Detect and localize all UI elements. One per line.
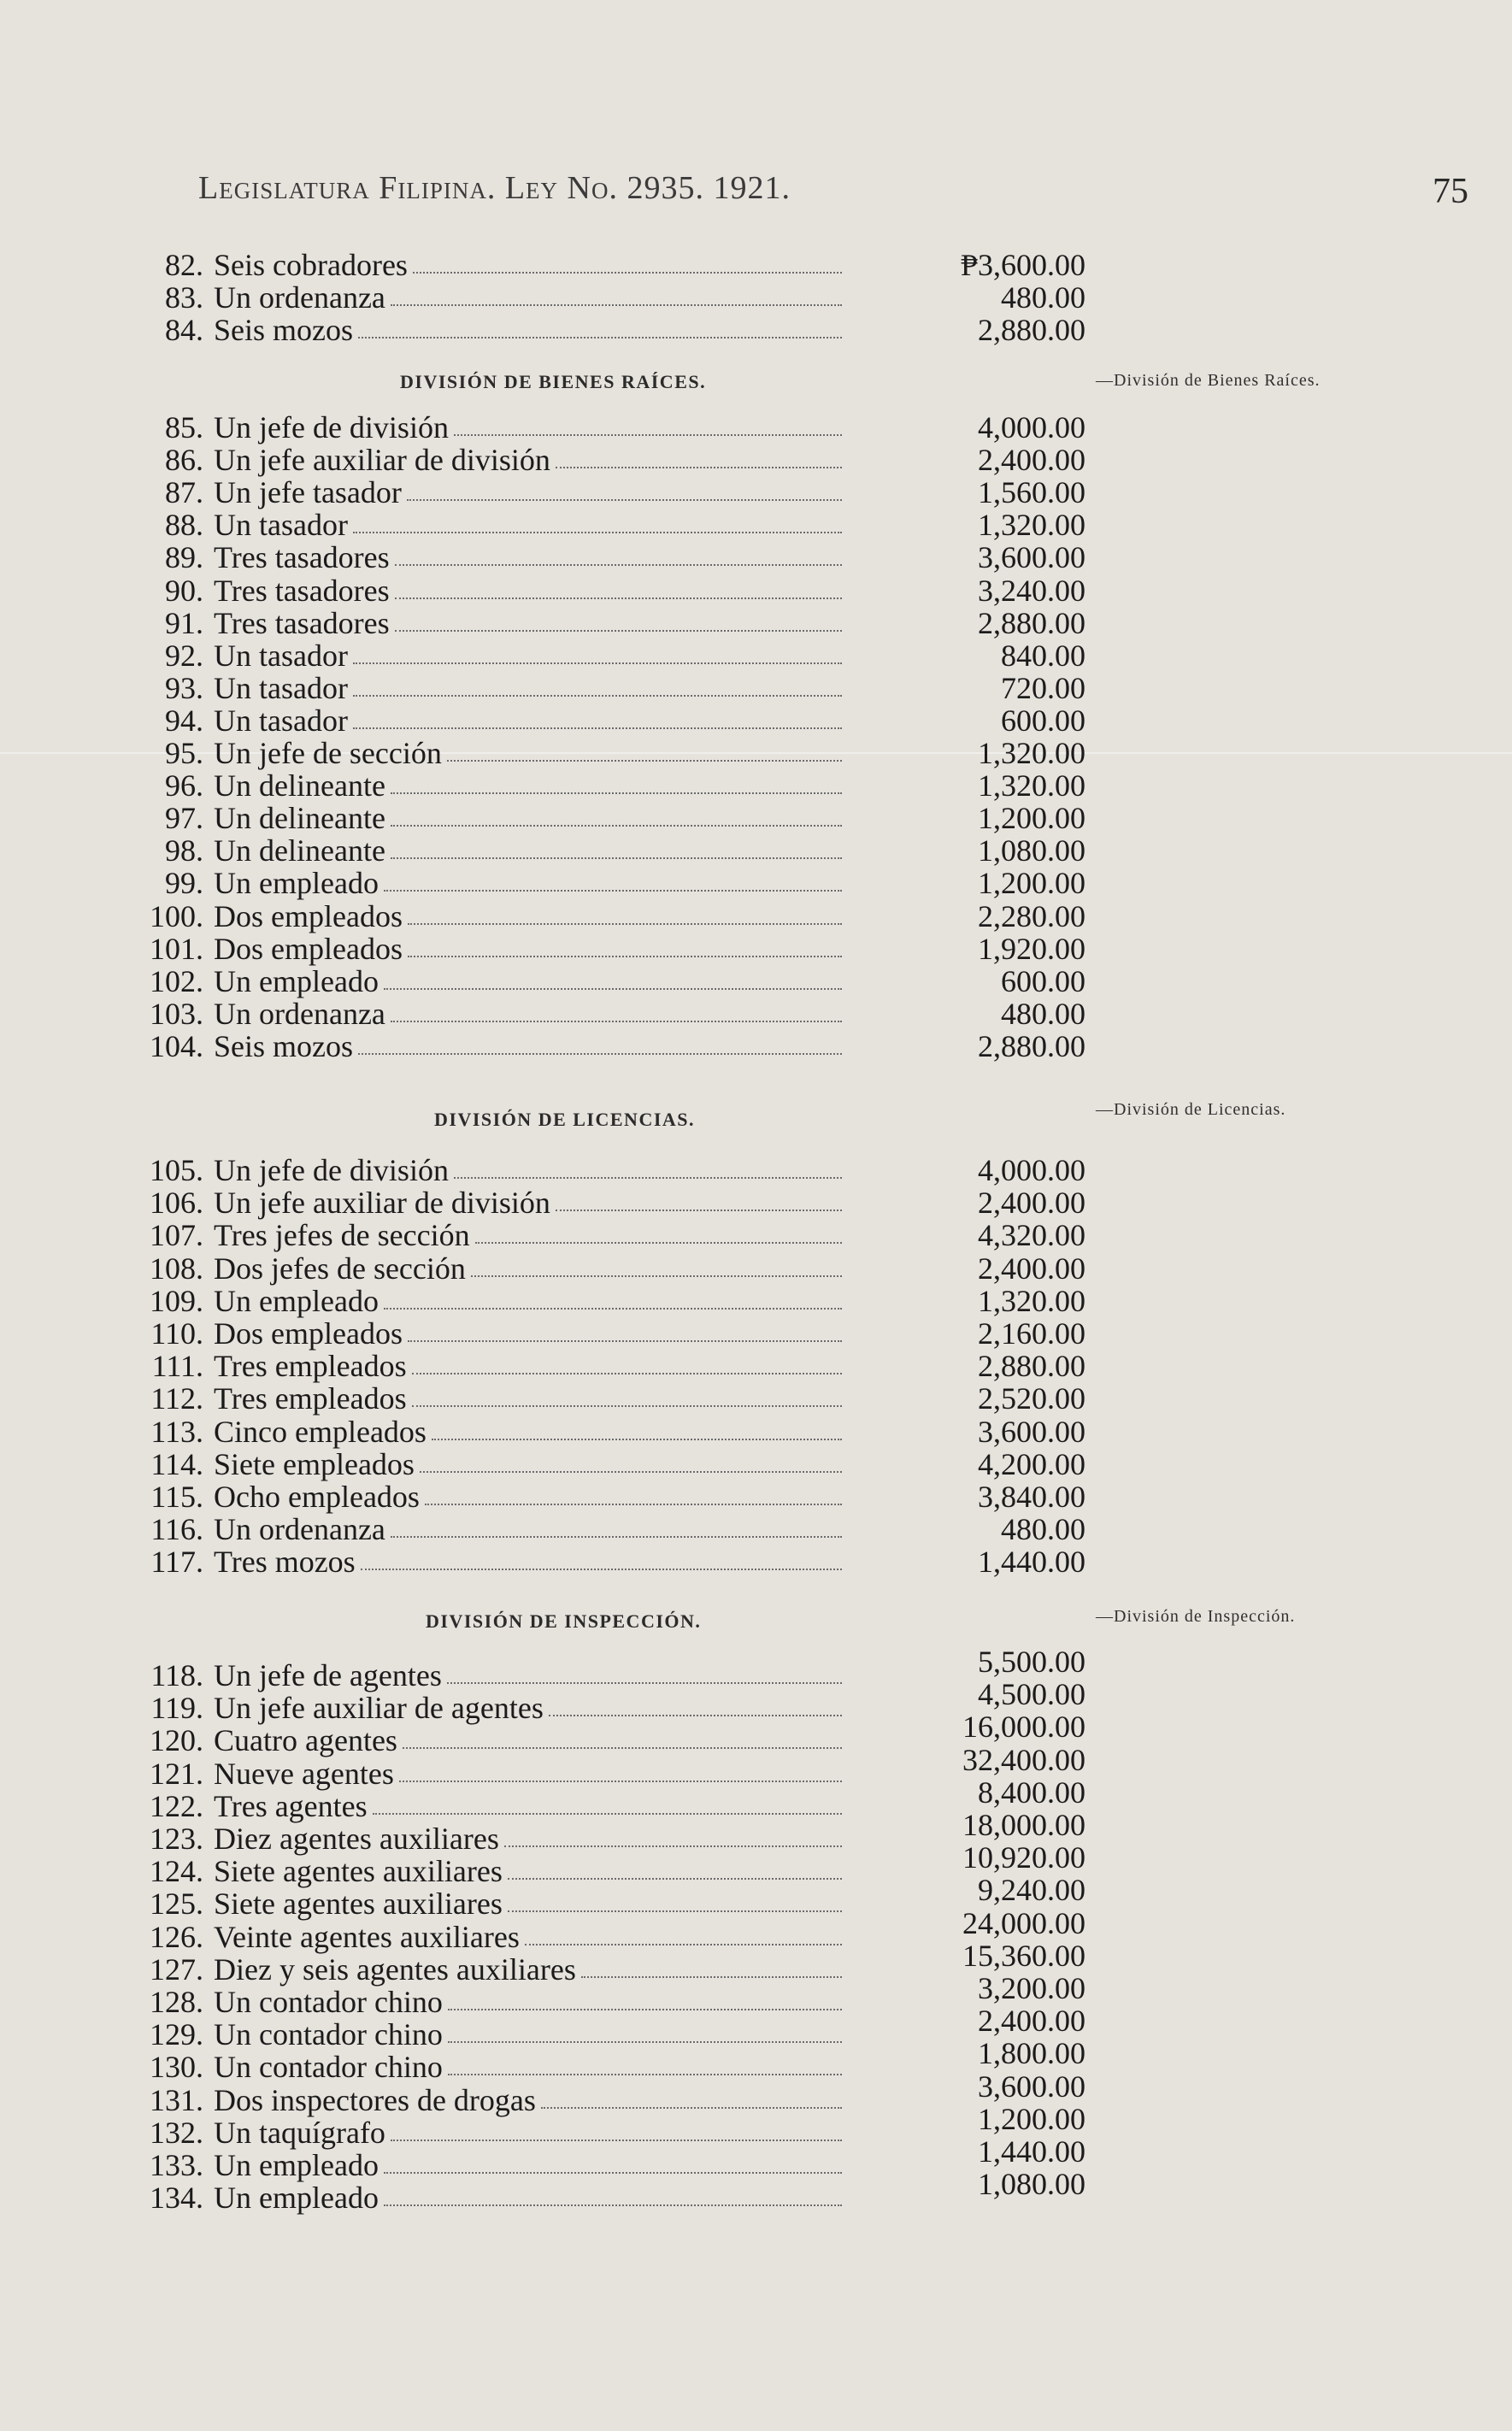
dot-leader <box>408 1340 842 1342</box>
item-number: 82. <box>165 248 203 282</box>
item-amount: 2,400.00 <box>978 1186 1085 1220</box>
item-amount: 1,200.00 <box>978 2102 1085 2136</box>
item-number: 131. <box>150 2083 203 2117</box>
list-item <box>128 1480 1085 1513</box>
item-description: Un jefe tasador <box>214 475 402 509</box>
dot-leader <box>432 1439 842 1440</box>
list-item <box>128 867 1085 899</box>
list-item <box>128 1186 1085 1219</box>
item-description: Dos empleados <box>214 1316 403 1351</box>
item-amount: 5,500.00 <box>978 1645 1085 1679</box>
item-amount: 4,320.00 <box>978 1218 1085 1252</box>
item-description: Un jefe de sección <box>214 736 442 770</box>
list-item <box>128 574 1085 607</box>
item-description: Un ordenanza <box>214 280 385 315</box>
list-item <box>128 249 1085 281</box>
item-description: Siete empleados <box>214 1447 415 1481</box>
item-amount: 1,080.00 <box>978 833 1085 868</box>
item-number: 128. <box>150 1985 203 2019</box>
list-item <box>128 900 1085 933</box>
item-description: Un tasador <box>214 508 348 542</box>
item-description: Un empleado <box>214 2148 379 2182</box>
list-item <box>128 965 1085 998</box>
list-item <box>128 1545 1085 1578</box>
dot-leader <box>508 1878 842 1880</box>
item-number: 84. <box>165 313 203 347</box>
item-amount: 32,400.00 <box>962 1743 1085 1777</box>
dot-leader <box>353 695 842 697</box>
item-number: 108. <box>150 1251 203 1286</box>
item-number: 134. <box>150 2181 203 2215</box>
list-item <box>128 411 1085 444</box>
item-number: 87. <box>165 475 203 509</box>
section-title-inspeccion: DIVISIÓN DE INSPECCIÓN. <box>426 1610 702 1632</box>
item-amount: 480.00 <box>1001 280 1085 315</box>
dot-leader <box>471 1275 842 1277</box>
item-amount: 1,560.00 <box>978 475 1085 509</box>
item-description: Dos empleados <box>214 899 403 933</box>
dot-leader <box>549 1715 842 1716</box>
item-amount: 1,320.00 <box>978 1284 1085 1318</box>
item-amount: 3,600.00 <box>978 1415 1085 1449</box>
item-amount: 1,320.00 <box>978 508 1085 542</box>
item-description: Veinte agentes auxiliares <box>214 1920 520 1954</box>
item-number: 92. <box>165 639 203 673</box>
dot-leader <box>353 727 842 729</box>
item-number: 109. <box>150 1284 203 1318</box>
list-item <box>128 834 1085 867</box>
margin-note-bienes-raices: —División de Bienes Raíces. <box>1096 371 1321 390</box>
list-item <box>128 769 1085 802</box>
item-description: Un jefe de agentes <box>214 1658 442 1692</box>
dot-leader <box>425 1504 842 1505</box>
item-description: Tres tasadores <box>214 540 390 574</box>
dot-leader <box>384 1308 842 1310</box>
list-item <box>128 704 1085 737</box>
item-number: 97. <box>165 801 203 835</box>
dot-leader <box>391 792 842 794</box>
list-item <box>128 639 1085 672</box>
item-number: 101. <box>150 932 203 966</box>
item-description: Un jefe auxiliar de agentes <box>214 1691 544 1725</box>
list-item <box>128 672 1085 704</box>
list-item <box>128 281 1085 314</box>
dot-leader <box>454 1177 842 1179</box>
list-item <box>128 1154 1085 1186</box>
item-number: 98. <box>165 833 203 868</box>
dot-leader <box>408 956 842 957</box>
item-description: Un jefe auxiliar de división <box>214 443 550 477</box>
dot-leader <box>391 304 842 306</box>
dot-leader <box>447 760 842 762</box>
dot-leader <box>412 1405 842 1407</box>
dot-leader <box>407 499 842 501</box>
list-item <box>128 998 1085 1030</box>
item-number: 102. <box>150 964 203 998</box>
item-description: Dos empleados <box>214 932 403 966</box>
item-number: 91. <box>165 606 203 640</box>
item-number: 129. <box>150 2017 203 2051</box>
dot-leader <box>391 1021 842 1022</box>
dot-leader <box>384 2172 842 2174</box>
item-description: Un empleado <box>214 2181 379 2215</box>
item-number: 110. <box>150 1316 203 1351</box>
dot-leader <box>395 630 842 632</box>
item-description: Un delineante <box>214 833 385 868</box>
item-description: Un jefe auxiliar de división <box>214 1186 550 1220</box>
item-amount: 4,200.00 <box>978 1447 1085 1481</box>
item-number: 86. <box>165 443 203 477</box>
item-description: Un ordenanza <box>214 997 385 1031</box>
item-description: Cinco empleados <box>214 1415 427 1449</box>
item-amount: 3,240.00 <box>978 574 1085 608</box>
item-number: 118. <box>150 1658 203 1692</box>
item-amount: 2,280.00 <box>978 899 1085 933</box>
dot-leader <box>361 1569 842 1570</box>
dot-leader <box>413 272 842 274</box>
dot-leader <box>391 1536 842 1538</box>
dot-leader <box>525 1944 842 1945</box>
item-description: Siete agentes auxiliares <box>214 1887 503 1921</box>
item-number: 100. <box>150 899 203 933</box>
item-amount: 1,800.00 <box>978 2036 1085 2070</box>
item-description: Cuatro agentes <box>214 1723 397 1757</box>
list-item <box>128 444 1085 476</box>
list-item <box>128 1448 1085 1480</box>
dot-leader <box>504 1845 842 1847</box>
item-number: 94. <box>165 703 203 738</box>
item-amount: 4,000.00 <box>978 410 1085 444</box>
list-item <box>128 1350 1085 1382</box>
item-amount: 2,400.00 <box>978 2004 1085 2038</box>
item-amount: 480.00 <box>1001 1512 1085 1546</box>
item-description: Diez agentes auxiliares <box>214 1822 499 1856</box>
dot-leader <box>556 467 842 468</box>
item-description: Un contador chino <box>214 2017 443 2051</box>
item-amount: 1,320.00 <box>978 736 1085 770</box>
item-amount: 8,400.00 <box>978 1775 1085 1810</box>
item-amount: 16,000.00 <box>962 1710 1085 1744</box>
dot-leader <box>358 337 842 338</box>
item-number: 107. <box>150 1218 203 1252</box>
item-description: Tres jefes de sección <box>214 1218 470 1252</box>
item-number: 117. <box>150 1545 203 1579</box>
list-item <box>128 1285 1085 1317</box>
list-item <box>128 607 1085 639</box>
item-amount: 840.00 <box>1001 639 1085 673</box>
item-amount: 3,840.00 <box>978 1480 1085 1514</box>
item-amount: ₱3,600.00 <box>960 248 1085 282</box>
dot-leader <box>447 1682 842 1684</box>
list-item <box>128 802 1085 834</box>
item-number: 132. <box>150 2116 203 2150</box>
item-amount: 4,500.00 <box>978 1677 1085 1711</box>
item-description: Un empleado <box>214 964 379 998</box>
item-number: 120. <box>150 1723 203 1757</box>
item-amount: 3,600.00 <box>978 2069 1085 2104</box>
list-item <box>128 1219 1085 1251</box>
dot-leader <box>556 1210 842 1211</box>
dot-leader <box>399 1781 842 1782</box>
item-number: 125. <box>150 1887 203 1921</box>
page-number: 75 <box>1433 172 1468 211</box>
item-description: Un tasador <box>214 671 348 705</box>
item-number: 93. <box>165 671 203 705</box>
list-item <box>128 2167 1085 2215</box>
item-number: 124. <box>150 1854 203 1888</box>
item-amount: 2,400.00 <box>978 1251 1085 1286</box>
item-description: Dos inspectores de drogas <box>214 2083 536 2117</box>
list-item <box>128 933 1085 965</box>
item-number: 85. <box>165 410 203 444</box>
item-description: Un empleado <box>214 866 379 900</box>
item-amount: 1,200.00 <box>978 801 1085 835</box>
list-item <box>128 476 1085 509</box>
item-amount: 1,440.00 <box>978 1545 1085 1579</box>
dot-leader <box>454 434 842 436</box>
dot-leader <box>412 1373 842 1374</box>
item-amount: 2,880.00 <box>978 1349 1085 1383</box>
item-number: 116. <box>150 1512 203 1546</box>
item-amount: 2,520.00 <box>978 1381 1085 1416</box>
item-description: Tres empleados <box>214 1381 407 1416</box>
item-amount: 480.00 <box>1001 997 1085 1031</box>
item-description: Un contador chino <box>214 2050 443 2084</box>
item-description: Tres tasadores <box>214 606 390 640</box>
item-amount: 3,600.00 <box>978 540 1085 574</box>
dot-leader <box>448 2041 842 2043</box>
list-item <box>128 541 1085 574</box>
dot-leader <box>373 1813 842 1815</box>
item-amount: 1,200.00 <box>978 866 1085 900</box>
item-amount: 10,920.00 <box>962 1840 1085 1875</box>
item-number: 96. <box>165 768 203 803</box>
item-description: Siete agentes auxiliares <box>214 1854 503 1888</box>
item-amount: 2,880.00 <box>978 606 1085 640</box>
list-item <box>128 1382 1085 1415</box>
item-number: 126. <box>150 1920 203 1954</box>
dot-leader <box>384 988 842 990</box>
item-amount: 2,880.00 <box>978 1029 1085 1063</box>
item-amount: 2,400.00 <box>978 443 1085 477</box>
dot-leader <box>475 1242 842 1244</box>
dot-leader <box>391 2140 842 2141</box>
item-number: 123. <box>150 1822 203 1856</box>
item-number: 95. <box>165 736 203 770</box>
list-item <box>128 1317 1085 1350</box>
item-amount: 720.00 <box>1001 671 1085 705</box>
item-description: Tres empleados <box>214 1349 407 1383</box>
item-number: 112. <box>150 1381 203 1416</box>
dot-leader <box>420 1471 842 1473</box>
item-number: 114. <box>150 1447 203 1481</box>
item-description: Un jefe de división <box>214 410 449 444</box>
item-amount: 600.00 <box>1001 703 1085 738</box>
item-description: Tres tasadores <box>214 574 390 608</box>
item-number: 90. <box>165 574 203 608</box>
item-description: Un tasador <box>214 639 348 673</box>
item-amount: 18,000.00 <box>962 1808 1085 1842</box>
dot-leader <box>448 2009 842 2010</box>
dot-leader <box>391 825 842 827</box>
item-number: 111. <box>151 1349 203 1383</box>
list-item <box>128 1513 1085 1545</box>
running-header: Legislatura Filipina. Ley No. 2935. 1921. <box>198 170 791 206</box>
section-title-licencias: DIVISIÓN DE LICENCIAS. <box>434 1109 696 1130</box>
item-amount: 4,000.00 <box>978 1153 1085 1187</box>
item-amount: 1,440.00 <box>978 2134 1085 2169</box>
item-description: Tres agentes <box>214 1789 368 1823</box>
item-number: 130. <box>150 2050 203 2084</box>
item-number: 106. <box>150 1186 203 1220</box>
item-number: 103. <box>150 997 203 1031</box>
item-amount: 15,360.00 <box>962 1939 1085 1973</box>
item-description: Un contador chino <box>214 1985 443 2019</box>
item-description: Seis mozos <box>214 313 354 347</box>
dot-leader <box>384 890 842 892</box>
item-number: 121. <box>150 1757 203 1791</box>
item-description: Un empleado <box>214 1284 379 1318</box>
item-description: Nueve agentes <box>214 1757 394 1791</box>
dot-leader <box>541 2107 842 2109</box>
dot-leader <box>353 532 842 533</box>
item-number: 105. <box>150 1153 203 1187</box>
item-amount: 2,160.00 <box>978 1316 1085 1351</box>
item-description: Tres mozos <box>214 1545 356 1579</box>
list-item <box>128 314 1085 346</box>
item-description: Un delineante <box>214 768 385 803</box>
item-number: 99. <box>165 866 203 900</box>
margin-note-inspeccion: —División de Inspección. <box>1096 1607 1296 1626</box>
item-amount: 1,320.00 <box>978 768 1085 803</box>
item-amount: 600.00 <box>1001 964 1085 998</box>
item-description: Diez y seis agentes auxiliares <box>214 1952 576 1987</box>
item-amount: 1,080.00 <box>978 2167 1085 2201</box>
dot-leader <box>358 1053 842 1055</box>
section-title-bienes-raices: DIVISIÓN DE BIENES RAÍCES. <box>400 371 707 392</box>
dot-leader <box>395 597 842 599</box>
item-amount: 1,920.00 <box>978 932 1085 966</box>
dot-leader <box>581 1976 842 1978</box>
item-description: Un ordenanza <box>214 1512 385 1546</box>
item-number: 88. <box>165 508 203 542</box>
item-amount: 2,880.00 <box>978 313 1085 347</box>
item-amount: 9,240.00 <box>978 1873 1085 1907</box>
item-amount: 24,000.00 <box>962 1906 1085 1940</box>
item-description: Un delineante <box>214 801 385 835</box>
dot-leader <box>395 564 842 566</box>
dot-leader <box>353 662 842 664</box>
item-number: 119. <box>150 1691 203 1725</box>
dot-leader <box>448 2074 842 2075</box>
dot-leader <box>403 1747 842 1749</box>
item-description: Un tasador <box>214 703 348 738</box>
dot-leader <box>384 2204 842 2206</box>
item-description: Un taquígrafo <box>214 2116 385 2150</box>
item-number: 127. <box>150 1952 203 1987</box>
item-number: 122. <box>150 1789 203 1823</box>
item-description: Ocho empleados <box>214 1480 420 1514</box>
item-number: 104. <box>150 1029 203 1063</box>
list-item <box>128 1416 1085 1448</box>
item-description: Seis mozos <box>214 1029 354 1063</box>
item-number: 115. <box>150 1480 203 1514</box>
list-item <box>128 1030 1085 1062</box>
item-number: 133. <box>150 2148 203 2182</box>
margin-note-licencias: —División de Licencias. <box>1096 1100 1286 1119</box>
item-description: Seis cobradores <box>214 248 408 282</box>
dot-leader <box>408 923 842 925</box>
list-item <box>128 737 1085 769</box>
dot-leader <box>508 1910 842 1912</box>
item-number: 89. <box>165 540 203 574</box>
item-number: 113. <box>150 1415 203 1449</box>
dot-leader <box>391 857 842 859</box>
item-amount: 3,200.00 <box>978 1971 1085 2005</box>
list-item <box>128 509 1085 541</box>
list-item <box>128 1252 1085 1285</box>
item-description: Dos jefes de sección <box>214 1251 466 1286</box>
item-number: 83. <box>165 280 203 315</box>
item-description: Un jefe de división <box>214 1153 449 1187</box>
